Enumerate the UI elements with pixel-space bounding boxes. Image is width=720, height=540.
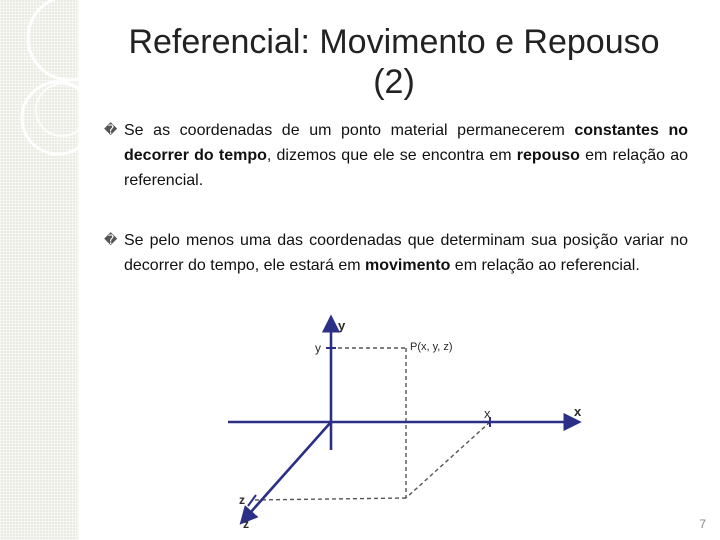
bullet-text-part: em relação ao referencial. <box>450 257 640 274</box>
axis-y-label: y <box>338 318 346 333</box>
point-label: P(x, y, z) <box>410 341 453 353</box>
slide-title <box>82 22 706 102</box>
title-line-1: Referencial: Movimento e Repouso <box>128 23 660 61</box>
bullet-marker: � <box>104 233 118 248</box>
bullet-text-bold: constantes no decorrer do tempo <box>124 122 688 164</box>
bullet-text <box>124 228 688 278</box>
z-axis <box>242 422 331 522</box>
coordinate-diagram <box>228 310 600 535</box>
bullet-text-bold: repouso <box>516 147 580 164</box>
title-line-2: (2) <box>373 63 415 101</box>
bullet-text-part: em relação ao referencial. <box>124 147 688 189</box>
tick-marks <box>248 348 490 506</box>
proj-z-label: z <box>239 493 245 507</box>
axis-z-label: z <box>243 517 249 531</box>
projection-lines <box>252 348 490 500</box>
bullet-text-part: Se as coordenadas de um ponto material permanecerem <box>124 122 575 139</box>
dashed-line-x <box>406 422 490 498</box>
page-number: 7 <box>699 517 706 531</box>
proj-x-label: x <box>484 406 491 421</box>
bullet-marker: � <box>104 123 118 138</box>
bullet-text-part: Se pelo menos uma das coordenadas que determinam sua posição variar no decorrer do tempo, ele estará em <box>124 232 688 274</box>
bullet-text <box>124 118 688 193</box>
bullet-item-rest <box>104 118 688 193</box>
bullet-text-part: , dizemos que ele se encontra em <box>266 147 517 164</box>
dashed-line-z <box>252 498 406 500</box>
axis-x-label: x <box>574 404 582 419</box>
proj-y-label: y <box>315 341 321 355</box>
bullet-item-motion <box>104 228 688 278</box>
tick-z <box>248 495 256 506</box>
bullet-text-bold: movimento <box>365 257 451 274</box>
